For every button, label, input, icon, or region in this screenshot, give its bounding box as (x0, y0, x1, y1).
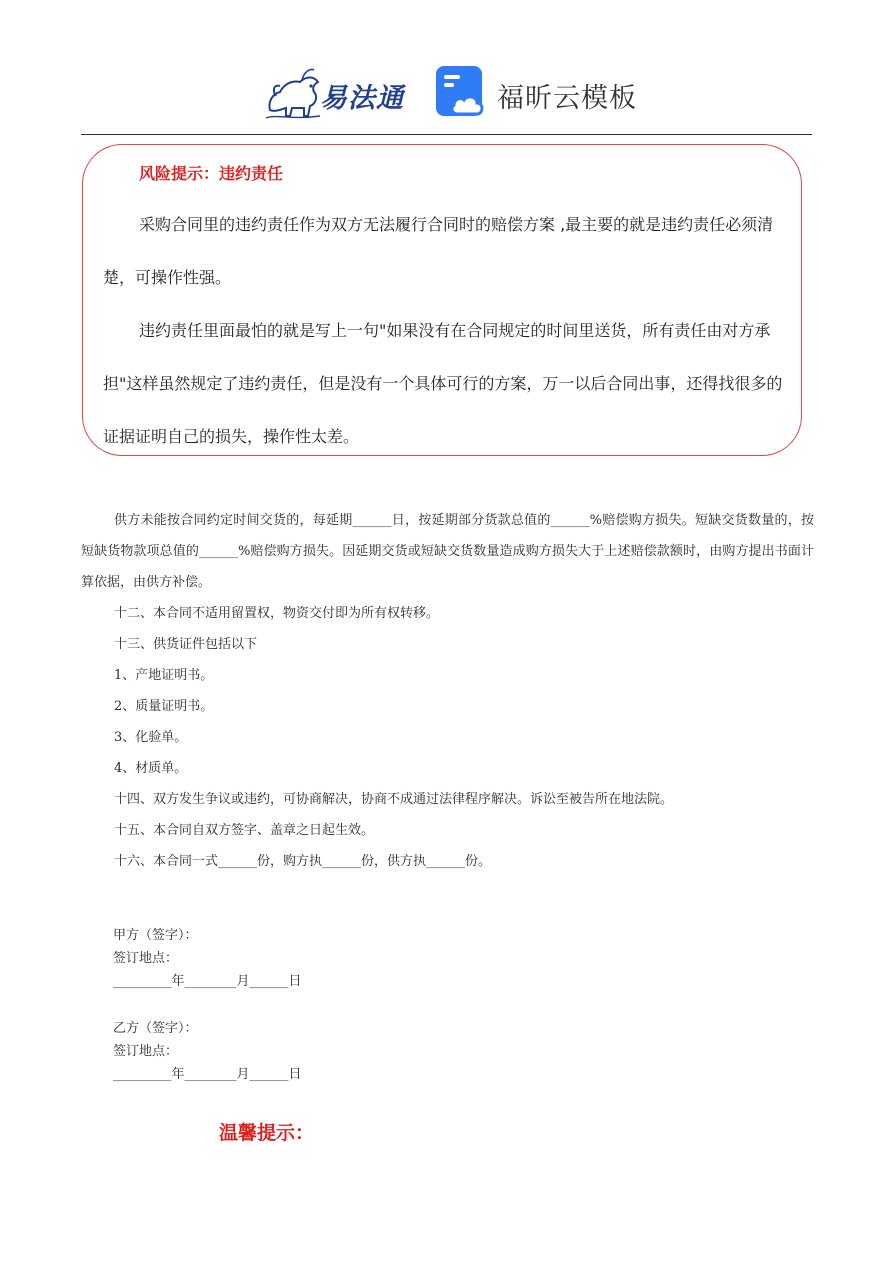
party-a-label: 甲方（签字）： (113, 928, 198, 943)
warm-tip-heading: 温馨提示： (219, 1122, 315, 1144)
clause-15: 十五、本合同自双方签字、盖章之日起生效。 (114, 823, 375, 838)
risk-tip-box (82, 144, 802, 456)
foxit-cloud-icon (436, 66, 488, 118)
clause-13: 十三、供货证件包括以下 (114, 637, 258, 652)
document-item: 1、产地证明书。 (114, 668, 214, 683)
risk-tip-paragraph: 采购合同里的违约责任作为双方无法履行合同时的赔偿方案 ,最主要的就是违约责任必须清楚，可操作性强。 (103, 215, 774, 287)
party-a-signature-block (113, 924, 302, 993)
clause-12: 十二、本合同不适用留置权，物资交付即为所有权转移。 (114, 606, 440, 621)
signing-place-label: 签订地点： (113, 951, 179, 966)
qilin-icon (262, 62, 324, 122)
risk-tip-paragraph: 违约责任里面最怕的就是写上一句"如果没有在合同规定的时间里送货，所有责任由对方承担"这样虽然规定了违约责任，但是没有一个具体可行的方案，万一以后合同出事，还得找很多的证据证明自己的损失，操作性太差。 (103, 321, 783, 446)
clause-16: 十六、本合同一式______份，购方执______份，供方执______份。 (114, 854, 492, 869)
signing-date-line: _________年________月______日 (113, 974, 302, 989)
party-b-label: 乙方（签字）： (113, 1021, 198, 1036)
signing-date-line: _________年________月______日 (113, 1067, 302, 1082)
party-b-signature-block (113, 1017, 302, 1086)
penalty-clause: 供方未能按合同约定时间交货的，每延期______日，按延期部分货款总值的______%赔偿购方损失。短缺交货数量的，按短缺货物款项总值的______%赔偿购方损失。因延期交货或短缺交货数量造成购方损失大于上述赔偿款额时，由购方提出书面计算依据，由供方补偿。 (81, 513, 814, 590)
foxit-cloud-template-logo (436, 64, 646, 120)
foxit-cloud-template-text: 福昕云模板 (497, 83, 637, 114)
header (0, 58, 893, 128)
document-item: 3、化验单。 (114, 730, 188, 745)
header-divider (81, 134, 812, 135)
signing-place-label: 签订地点： (113, 1044, 179, 1059)
risk-tip-title: 风险提示：违约责任 (139, 164, 284, 183)
yifatong-logo (262, 62, 412, 122)
yifatong-logo-text: 易法通 (320, 83, 404, 114)
document-item: 2、质量证明书。 (114, 699, 214, 714)
contract-body (81, 505, 814, 877)
clause-14: 十四、双方发生争议或违约，可协商解决，协商不成通过法律程序解决。诉讼至被告所在地法院。 (114, 792, 674, 807)
document-item: 4、材质单。 (114, 761, 188, 776)
